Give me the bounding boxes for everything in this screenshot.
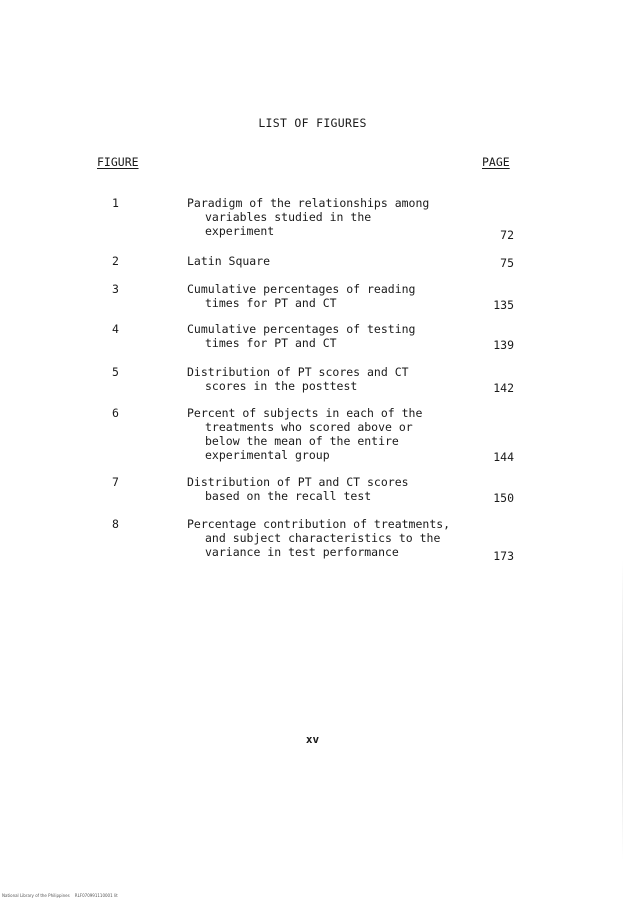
caption-line: times for PT and CT [205, 336, 337, 350]
caption-line: Paradigm of the relationships among [187, 196, 430, 210]
page-folio: xv [305, 733, 320, 746]
figure-number: 1 [112, 196, 119, 210]
caption-line: and subject characteristics to the [205, 531, 441, 545]
caption-line: Distribution of PT scores and CT [187, 365, 409, 379]
figure-page-number: 75 [500, 256, 514, 270]
caption-line: based on the recall test [205, 489, 372, 503]
figure-number: 5 [112, 365, 119, 379]
caption-line: times for PT and CT [205, 296, 337, 310]
scan-footer-text: National Library of the Philippines RLF070991110001 lit [2, 893, 118, 898]
caption-line: treatments who scored above or [205, 420, 413, 434]
caption-line: Latin Square [187, 254, 271, 268]
figure-caption [187, 196, 477, 238]
figure-page-number: 142 [493, 381, 514, 395]
figure-page-number: 72 [500, 228, 514, 242]
figure-caption [187, 406, 477, 462]
figure-caption [187, 365, 477, 393]
figure-column-header: FIGURE [97, 155, 139, 169]
figure-number: 4 [112, 322, 119, 336]
figure-page-number: 135 [493, 298, 514, 312]
figure-caption [187, 282, 477, 310]
caption-line: scores in the posttest [205, 379, 358, 393]
caption-line: experimental group [205, 448, 330, 462]
caption-line: variance in test performance [205, 545, 399, 559]
caption-line: variables studied in the [205, 210, 372, 224]
figure-page-number: 144 [493, 450, 514, 464]
caption-line: Cumulative percentages of reading [187, 282, 416, 296]
figure-number: 7 [112, 475, 119, 489]
caption-line: experiment [205, 224, 275, 238]
figure-number: 2 [112, 254, 119, 268]
caption-line: Cumulative percentages of testing [187, 322, 416, 336]
scan-edge-shadow [622, 560, 623, 860]
figure-caption [187, 254, 477, 268]
figure-page-number: 150 [493, 491, 514, 505]
caption-line: below the mean of the entire [205, 434, 399, 448]
page-column-header: PAGE [482, 155, 510, 169]
figure-number: 3 [112, 282, 119, 296]
caption-line: Percentage contribution of treatments, [187, 517, 451, 531]
figure-number: 8 [112, 517, 119, 531]
figure-caption [187, 322, 477, 350]
figure-caption [187, 475, 477, 503]
figure-page-number: 173 [493, 549, 514, 563]
figure-number: 6 [112, 406, 119, 420]
caption-line: Percent of subjects in each of the [187, 406, 423, 420]
page-title: LIST OF FIGURES [258, 116, 367, 130]
figure-caption [187, 517, 477, 559]
figure-page-number: 139 [493, 338, 514, 352]
caption-line: Distribution of PT and CT scores [187, 475, 409, 489]
